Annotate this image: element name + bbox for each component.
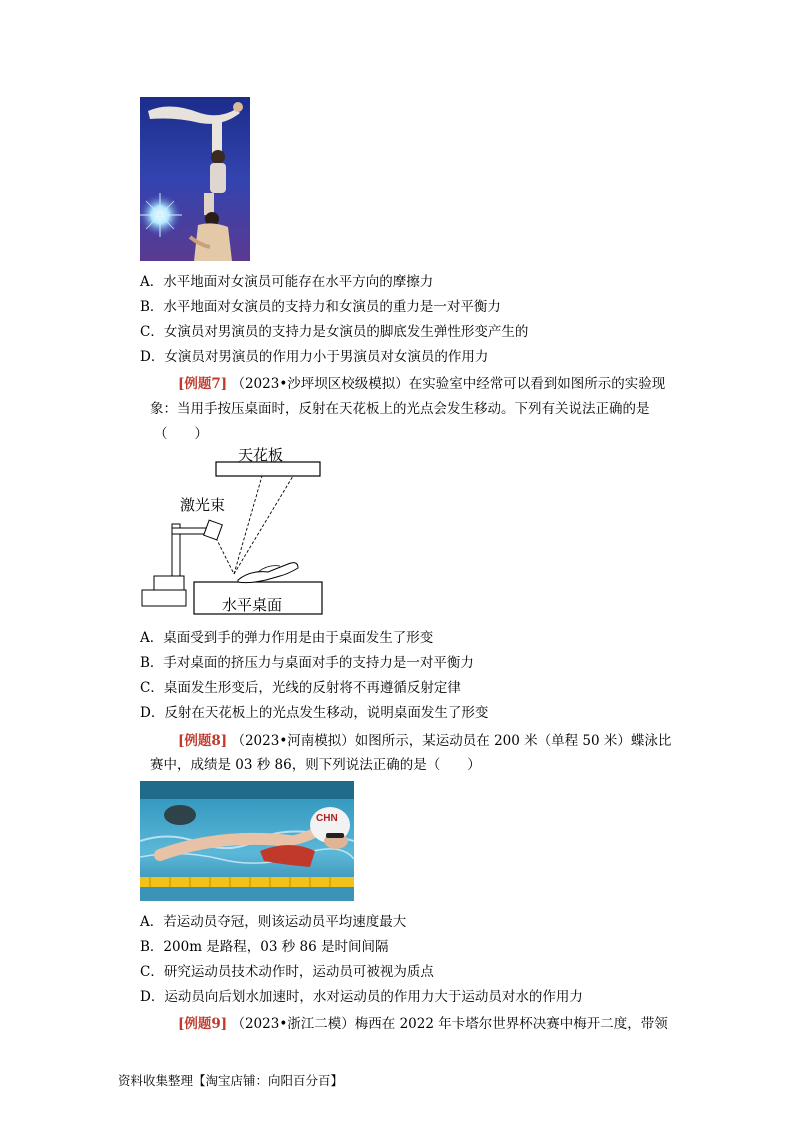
ex7-option-b: B．手对桌面的挤压力与桌面对手的支持力是一对平衡力	[140, 655, 474, 671]
ex8-option-d: D．运动员向后划水加速时，水对运动员的作用力大于运动员对水的作用力	[140, 989, 583, 1005]
laser-device	[204, 520, 223, 540]
ex8-stem-text: （2023•河南模拟）如图所示，某运动员在 200 米（单程 50 米）蝶泳比	[231, 733, 672, 749]
stand-base	[142, 590, 186, 606]
ex8-option-a: A．若运动员夺冠，则该运动员平均速度最大	[140, 914, 407, 930]
ex8-stem-line2: 赛中，成绩是 03 秒 86，则下列说法正确的是（ ）	[150, 757, 481, 773]
ex8-option-c: C．研究运动员技术动作时，运动员可被视为质点	[140, 964, 434, 980]
ex8-label: [例题8]	[178, 733, 228, 749]
ex9-stem-text: （2023•浙江二模）梅西在 2022 年卡塔尔世界杯决赛中梅开二度，带领	[231, 1016, 668, 1032]
cap-text: CHN	[316, 813, 338, 824]
ex7-option-d: D．反射在天花板上的光点发生移动，说明桌面发生了形变	[140, 705, 489, 721]
swimmer-illustration	[140, 781, 354, 901]
acrobatics-photo	[140, 97, 250, 261]
q6-option-d: D．女演员对男演员的作用力小于男演员对女演员的作用力	[140, 349, 489, 365]
ex7-stem-line2: 象：当用手按压桌面时，反射在天花板上的光点会发生移动。下列有关说法正确的是	[150, 401, 650, 417]
ex8-stem-line1	[178, 731, 671, 751]
acrobatics-illustration	[140, 97, 250, 261]
ex7-option-c: C．桌面发生形变后，光线的反射将不再遵循反射定律	[140, 680, 461, 696]
ex7-option-a: A．桌面受到手的弹力作用是由于桌面发生了形变	[140, 630, 434, 646]
ex7-label: [例题7]	[178, 376, 228, 392]
ex8-option-b: B．200m 是路程，03 秒 86 是时间间隔	[140, 939, 389, 955]
page-footer: 资料收集整理【淘宝店铺：向阳百分百】	[118, 1073, 344, 1088]
ex7-stem-text: （2023•沙坪坝区校级模拟）在实验室中经常可以看到如图所示的实验现	[231, 376, 666, 392]
ceiling-board	[216, 462, 320, 476]
laser-table-diagram	[138, 446, 328, 620]
swimmer-photo	[140, 781, 354, 901]
ex9-label: [例题9]	[178, 1016, 228, 1032]
ceiling-label: 天花板	[238, 447, 284, 464]
laser-label: 激光束	[180, 497, 226, 514]
ex7-answer-blank: （ ）	[154, 426, 208, 442]
hand	[238, 563, 298, 583]
table-label: 水平桌面	[222, 597, 283, 614]
q6-option-b: B．水平地面对女演员的支持力和女演员的重力是一对平衡力	[140, 299, 501, 315]
q6-option-c: C．女演员对男演员的支持力是女演员的脚底发生弹性形变产生的	[140, 324, 529, 340]
ex9-stem-line1	[178, 1014, 668, 1034]
ex7-stem-line1	[178, 374, 665, 394]
q6-option-a: A．水平地面对女演员可能存在水平方向的摩擦力	[140, 274, 434, 290]
